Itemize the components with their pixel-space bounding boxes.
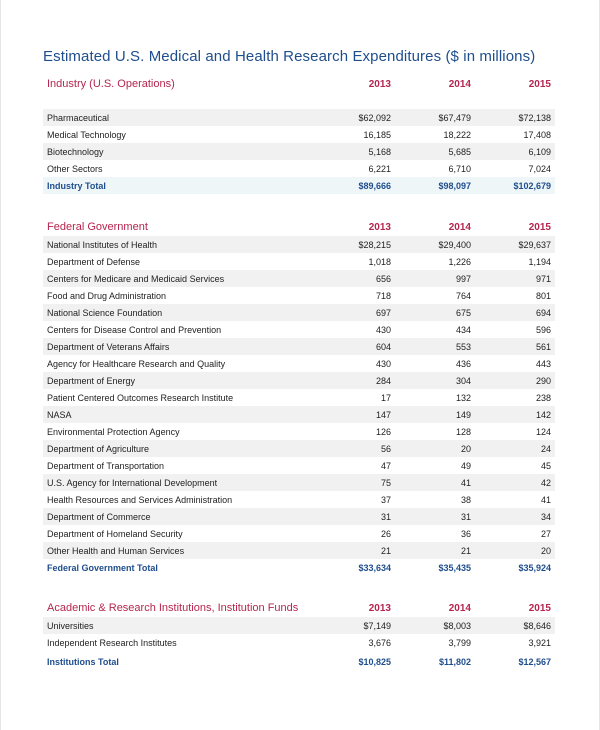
row-label: National Institutes of Health <box>47 239 158 250</box>
academic-total-row <box>43 653 555 670</box>
value-2014: 132 <box>455 392 471 403</box>
year-2013: 2013 <box>368 78 391 90</box>
value-2015: 596 <box>535 324 551 335</box>
total-2015: $102,679 <box>513 180 551 191</box>
value-2015: 142 <box>535 409 551 420</box>
value-2013: 21 <box>380 545 391 556</box>
value-2014: 764 <box>455 290 471 301</box>
table-row <box>43 423 555 440</box>
value-2015: 1,194 <box>528 256 551 267</box>
value-2014: 1,226 <box>448 256 471 267</box>
value-2013: 26 <box>380 528 391 539</box>
value-2013: 75 <box>380 477 391 488</box>
value-2013: 37 <box>380 494 391 505</box>
value-2013: 430 <box>375 324 391 335</box>
value-2015: 34 <box>540 511 551 522</box>
value-2014: 553 <box>455 341 471 352</box>
industry-section <box>43 75 555 194</box>
row-label: Health Resources and Services Administration <box>47 494 233 505</box>
row-label: Department of Veterans Affairs <box>47 341 170 352</box>
row-label: Department of Commerce <box>47 511 151 522</box>
value-2014: 31 <box>460 511 471 522</box>
value-2015: $72,138 <box>518 112 551 123</box>
value-2015: 6,109 <box>528 146 551 157</box>
table-row <box>43 372 555 389</box>
table-row <box>43 321 555 338</box>
value-2015: 238 <box>535 392 551 403</box>
value-2013: 697 <box>375 307 391 318</box>
total-2014: $11,802 <box>438 656 471 667</box>
academic-header <box>43 599 555 617</box>
value-2014: 21 <box>460 545 471 556</box>
academic-rows <box>43 617 555 651</box>
federal-total-row <box>43 559 555 576</box>
table-row <box>43 338 555 355</box>
value-2013: 284 <box>375 375 391 386</box>
value-2013: 31 <box>380 511 391 522</box>
value-2015: 27 <box>540 528 551 539</box>
row-label: Agency for Healthcare Research and Quality <box>47 358 226 369</box>
federal-header <box>43 218 555 236</box>
value-2013: 6,221 <box>368 163 391 174</box>
value-2015: $29,637 <box>518 239 551 250</box>
value-2013: $28,215 <box>358 239 391 250</box>
value-2013: 604 <box>375 341 391 352</box>
table-row <box>43 287 555 304</box>
table-row <box>43 253 555 270</box>
table-row <box>43 270 555 287</box>
row-label: Pharmaceutical <box>47 112 110 123</box>
row-label: Department of Energy <box>47 375 136 386</box>
table-row <box>43 236 555 253</box>
value-2014: $67,479 <box>438 112 471 123</box>
table-row <box>43 126 555 143</box>
value-2014: 49 <box>460 460 471 471</box>
value-2015: 24 <box>540 443 551 454</box>
value-2015: 17,408 <box>523 129 551 140</box>
academic-section <box>43 599 555 670</box>
table-row <box>43 617 555 634</box>
row-label: Patient Centered Outcomes Research Institute <box>47 392 234 403</box>
value-2015: $8,646 <box>523 620 551 631</box>
academic-heading: Academic & Research Institutions, Institution Funds <box>47 602 299 614</box>
value-2013: 718 <box>375 290 391 301</box>
value-2014: 18,222 <box>443 129 471 140</box>
value-2013: 126 <box>375 426 391 437</box>
total-2013: $10,825 <box>358 656 391 667</box>
row-label: Department of Defense <box>47 256 141 267</box>
total-label: Industry Total <box>47 180 106 191</box>
value-2013: 147 <box>375 409 391 420</box>
row-label: Centers for Disease Control and Prevention <box>47 324 222 335</box>
value-2015: 971 <box>535 273 551 284</box>
value-2015: 42 <box>540 477 551 488</box>
value-2014: 304 <box>455 375 471 386</box>
table-row <box>43 160 555 177</box>
row-label: NASA <box>47 409 72 420</box>
row-label: Biotechnology <box>47 146 104 157</box>
total-2015: $35,924 <box>518 562 551 573</box>
value-2014: 434 <box>455 324 471 335</box>
value-2014: 41 <box>460 477 471 488</box>
year-2015: 2015 <box>528 78 551 90</box>
value-2014: 997 <box>455 273 471 284</box>
row-label: Independent Research Institutes <box>47 637 177 648</box>
value-2013: 47 <box>380 460 391 471</box>
total-2013: $33,634 <box>358 562 391 573</box>
table-row <box>43 508 555 525</box>
year-2014: 2014 <box>448 602 471 614</box>
total-label: Institutions Total <box>47 656 119 667</box>
row-label: Food and Drug Administration <box>47 290 167 301</box>
value-2015: 443 <box>535 358 551 369</box>
value-2013: $62,092 <box>358 112 391 123</box>
table-row <box>43 491 555 508</box>
federal-heading: Federal Government <box>47 221 148 233</box>
row-label: Department of Transportation <box>47 460 165 471</box>
total-2014: $98,097 <box>438 180 471 191</box>
value-2015: 124 <box>535 426 551 437</box>
total-2013: $89,666 <box>358 180 391 191</box>
value-2015: 290 <box>535 375 551 386</box>
row-label: Other Sectors <box>47 163 103 174</box>
value-2015: 41 <box>540 494 551 505</box>
value-2014: 20 <box>460 443 471 454</box>
value-2015: 20 <box>540 545 551 556</box>
value-2013: 16,185 <box>363 129 391 140</box>
total-2015: $12,567 <box>518 656 551 667</box>
table-row <box>43 304 555 321</box>
value-2014: 436 <box>455 358 471 369</box>
value-2013: $7,149 <box>363 620 391 631</box>
year-2013: 2013 <box>368 221 391 233</box>
value-2014: $29,400 <box>438 239 471 250</box>
value-2015: 801 <box>535 290 551 301</box>
value-2015: 3,921 <box>528 637 551 648</box>
value-2013: 1,018 <box>368 256 391 267</box>
value-2015: 7,024 <box>528 163 551 174</box>
federal-rows <box>43 236 555 559</box>
value-2013: 5,168 <box>368 146 391 157</box>
row-label: U.S. Agency for International Development <box>47 477 218 488</box>
value-2014: 3,799 <box>448 637 471 648</box>
value-2015: 694 <box>535 307 551 318</box>
table-row <box>43 457 555 474</box>
federal-section <box>43 218 555 576</box>
table-row <box>43 389 555 406</box>
table-row <box>43 440 555 457</box>
row-label: Department of Homeland Security <box>47 528 183 539</box>
row-label: Department of Agriculture <box>47 443 150 454</box>
table-row <box>43 355 555 372</box>
table-row <box>43 406 555 423</box>
value-2014: 128 <box>455 426 471 437</box>
year-2015: 2015 <box>528 602 551 614</box>
value-2014: 38 <box>460 494 471 505</box>
table-row <box>43 143 555 160</box>
year-2013: 2013 <box>368 602 391 614</box>
value-2013: 3,676 <box>368 637 391 648</box>
row-label: Universities <box>47 620 94 631</box>
page-title: Estimated U.S. Medical and Health Research Expenditures ($ in millions) <box>43 48 536 65</box>
year-2014: 2014 <box>448 221 471 233</box>
value-2013: 430 <box>375 358 391 369</box>
row-label: Environmental Protection Agency <box>47 426 180 437</box>
value-2015: 561 <box>535 341 551 352</box>
value-2013: 56 <box>380 443 391 454</box>
value-2014: 5,685 <box>448 146 471 157</box>
table-row <box>43 542 555 559</box>
table-row <box>43 634 555 651</box>
table-row <box>43 525 555 542</box>
total-2014: $35,435 <box>438 562 471 573</box>
value-2013: 656 <box>375 273 391 284</box>
value-2014: 675 <box>455 307 471 318</box>
table-row <box>43 474 555 491</box>
value-2014: $8,003 <box>443 620 471 631</box>
value-2014: 36 <box>460 528 471 539</box>
industry-rows <box>43 109 555 177</box>
total-label: Federal Government Total <box>47 562 158 573</box>
value-2014: 6,710 <box>448 163 471 174</box>
year-2014: 2014 <box>448 78 471 90</box>
industry-heading: Industry (U.S. Operations) <box>47 78 175 90</box>
row-label: Centers for Medicare and Medicaid Services <box>47 273 225 284</box>
row-label: Medical Technology <box>47 129 126 140</box>
year-2015: 2015 <box>528 221 551 233</box>
industry-total-row <box>43 177 555 194</box>
row-label: Other Health and Human Services <box>47 545 185 556</box>
table-row <box>43 109 555 126</box>
value-2014: 149 <box>455 409 471 420</box>
industry-header <box>43 75 555 93</box>
value-2015: 45 <box>540 460 551 471</box>
row-label: National Science Foundation <box>47 307 163 318</box>
value-2013: 17 <box>380 392 391 403</box>
